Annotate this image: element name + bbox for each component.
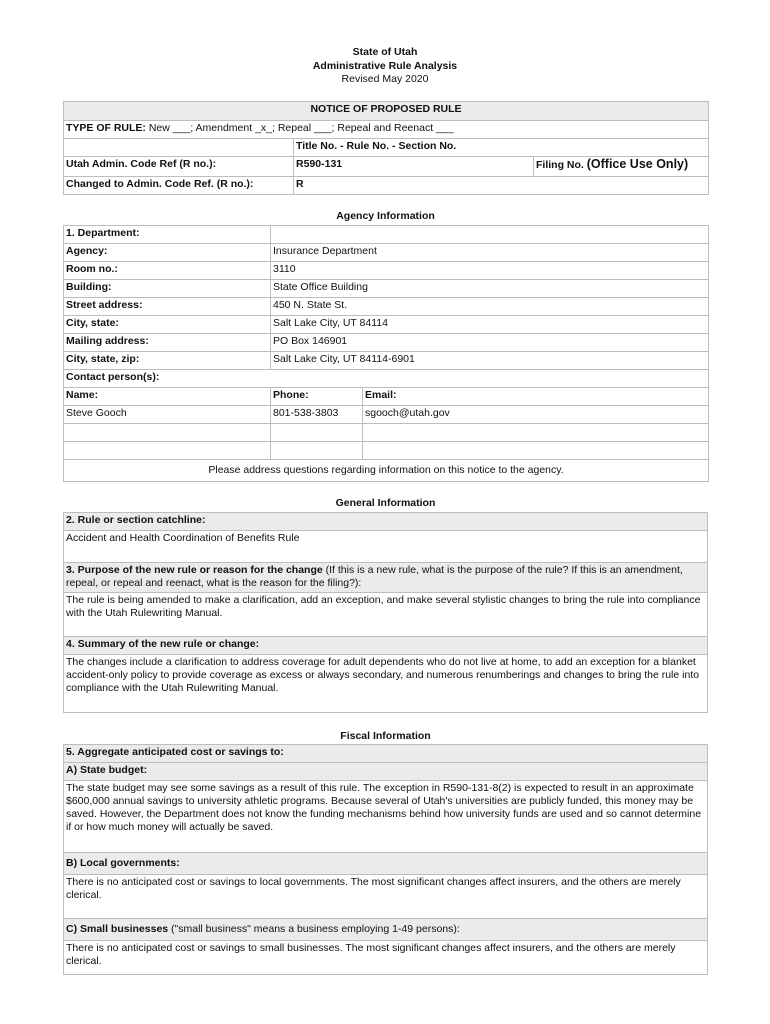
agency-section-title: Agency Information — [336, 210, 435, 222]
filing-number-label: Filing No. — [536, 159, 584, 171]
empty-contact-cell — [363, 442, 709, 460]
purpose-hint: (If this is a new rule, what is the purpose of the rule? If this is an amendment, repeal, or repeal and reenact, what is the reason for the filing?): — [66, 564, 683, 589]
catchline-value: Accident and Health Coordination of Benefits Rule — [64, 531, 708, 563]
catchline-label: 2. Rule or section catchline: — [64, 513, 708, 531]
phone-header: Phone: — [271, 388, 363, 406]
agency-table — [63, 225, 709, 482]
title-number-header: Title No. - Rule No. - Section No. — [294, 139, 709, 157]
filing-number-note: (Office Use Only) — [586, 157, 689, 171]
fiscal-section-title: Fiscal Information — [340, 730, 431, 742]
small-business-label-cell — [64, 919, 708, 941]
empty-contact-cell — [271, 442, 363, 460]
small-business-hint: ("small business" means a business employing 1-49 persons): — [168, 923, 460, 935]
empty-contact-cell — [64, 442, 271, 460]
type-of-rule-row — [64, 121, 709, 139]
city-state-value: Salt Lake City, UT 84114 — [271, 316, 709, 334]
purpose-label: 3. Purpose of the new rule or reason for the change — [66, 564, 323, 576]
changed-ref-value: R — [294, 177, 709, 195]
code-ref-label: Utah Admin. Code Ref (R no.): — [64, 157, 294, 177]
summary-value: The changes include a clarification to address coverage for adult dependents who do not live at home, to add an exception for a blanket accident-only policy to provide coverage as excess or always secondary, and numerous renumberings and changes to bring the rule into compliance with the Utah Rulewriting Manual. — [64, 655, 708, 713]
code-ref-value: R590-131 — [294, 157, 534, 177]
city-state-zip-label: City, state, zip: — [64, 352, 271, 370]
contact-email: sgooch@utah.gov — [363, 406, 709, 424]
local-governments-value: There is no anticipated cost or savings to local governments. The most significant changes affect insurers, and the others are merely clerical. — [64, 875, 708, 919]
state-budget-value: The state budget may see some savings as a result of this rule. The exception in R590-131-8(2) is expected to result in an approximate $600,000 annual savings to university athletic programs. Because several of Utah's universities are publicly funded, this money may be saved. However, the Department does not know the funding mechanisms behind how university funds are used and so cannot determine if or how much money will actually be saved. — [64, 781, 708, 853]
street-address-label: Street address: — [64, 298, 271, 316]
building-label: Building: — [64, 280, 271, 298]
name-header: Name: — [64, 388, 271, 406]
empty-contact-cell — [64, 424, 271, 442]
small-business-label: C) Small businesses — [66, 923, 169, 935]
small-business-value: There is no anticipated cost or savings to small businesses. The most significant changes affect insurers, and the others are merely clerical. — [64, 941, 708, 975]
type-of-rule-options: New ___; Amendment _x_; Repeal ___; Repeal and Reenact ___ — [148, 122, 454, 134]
room-value: 3110 — [271, 262, 709, 280]
state-heading: State of Utah — [352, 46, 418, 58]
department-label: 1. Department: — [64, 226, 271, 244]
empty-contact-cell — [363, 424, 709, 442]
revision-date: Revised May 2020 — [341, 73, 429, 85]
contact-name: Steve Gooch — [64, 406, 271, 424]
aggregate-label: 5. Aggregate anticipated cost or savings to: — [64, 745, 708, 763]
mailing-address-label: Mailing address: — [64, 334, 271, 352]
room-label: Room no.: — [64, 262, 271, 280]
building-value: State Office Building — [271, 280, 709, 298]
email-header: Email: — [363, 388, 709, 406]
agency-label: Agency: — [64, 244, 271, 262]
agency-value: Insurance Department — [271, 244, 709, 262]
purpose-value: The rule is being amended to make a clarification, add an exception, and make several stylistic changes to bring the rule into compliance with the Utah Rulewriting Manual. — [64, 593, 708, 637]
city-state-zip-value: Salt Lake City, UT 84114-6901 — [271, 352, 709, 370]
mailing-address-value: PO Box 146901 — [271, 334, 709, 352]
type-of-rule-label: TYPE OF RULE: — [66, 122, 146, 134]
empty-contact-cell — [271, 424, 363, 442]
form-title: Administrative Rule Analysis — [312, 60, 458, 72]
general-table — [63, 512, 708, 713]
notice-title: NOTICE OF PROPOSED RULE — [64, 102, 709, 121]
department-value — [271, 226, 709, 244]
state-budget-label: A) State budget: — [64, 763, 708, 781]
contact-persons-label: Contact person(s): — [64, 370, 709, 388]
notice-table — [63, 101, 709, 195]
local-governments-label: B) Local governments: — [64, 853, 708, 875]
city-state-label: City, state: — [64, 316, 271, 334]
changed-ref-label: Changed to Admin. Code Ref. (R no.): — [64, 177, 294, 195]
blank-cell — [64, 139, 294, 157]
fiscal-table — [63, 744, 708, 975]
agency-footer-note: Please address questions regarding information on this notice to the agency. — [64, 460, 709, 482]
filing-number-cell — [534, 157, 709, 177]
summary-label: 4. Summary of the new rule or change: — [64, 637, 708, 655]
general-section-title: General Information — [335, 497, 436, 509]
street-address-value: 450 N. State St. — [271, 298, 709, 316]
purpose-label-cell — [64, 563, 708, 593]
contact-phone: 801-538-3803 — [271, 406, 363, 424]
